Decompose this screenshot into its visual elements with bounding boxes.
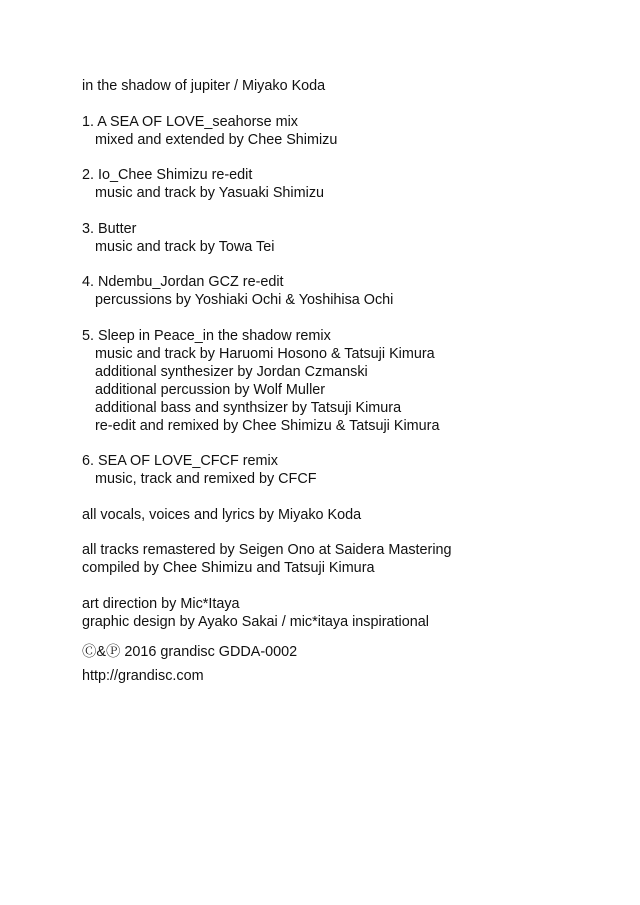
track-credit: music, track and remixed by CFCF [95, 471, 317, 487]
track-1 [82, 113, 622, 149]
track-credit: mixed and extended by Chee Shimizu [95, 131, 338, 148]
track-heading: 1. A SEA OF LOVE_seahorse mix [82, 113, 298, 130]
graphic-design-credit: graphic design by Ayako Sakai / mic*itaya inspirational [82, 613, 429, 630]
track-5 [82, 327, 622, 435]
track-credit: percussions by Yoshiaki Ochi & Yoshihisa Ochi [95, 292, 394, 308]
track-heading: 3. Butter [82, 220, 137, 237]
track-heading: 6. SEA OF LOVE_CFCF remix [82, 453, 278, 469]
track-credit: music and track by Haruomi Hosono & Tatsuji Kimura [95, 345, 435, 362]
track-credit: additional percussion by Wolf Muller [95, 381, 326, 398]
copyright-line: Ⓒ&Ⓟ 2016 grandisc GDDA-0002 [82, 643, 298, 660]
track-credit: additional synthesizer by Jordan Czmanski [95, 363, 368, 380]
liner-notes [82, 77, 622, 685]
track-2 [82, 166, 622, 202]
album-title: in the shadow of jupiter / Miyako Koda [82, 78, 326, 94]
track-4 [82, 273, 622, 309]
track-heading: 4. Ndembu_Jordan GCZ re-edit [82, 274, 284, 290]
track-credit: music and track by Towa Tei [95, 238, 275, 255]
track-credit: re-edit and remixed by Chee Shimizu & Tatsuji Kimura [95, 417, 440, 434]
track-3 [82, 220, 622, 256]
art-direction-credit: art direction by Mic*Itaya [82, 595, 240, 612]
website-url: http://grandisc.com [82, 667, 204, 684]
track-6 [82, 452, 622, 488]
track-heading: 5. Sleep in Peace_in the shadow remix [82, 327, 331, 344]
compiled-credit: compiled by Chee Shimizu and Tatsuji Kimura [82, 560, 375, 576]
vocals-credit: all vocals, voices and lyrics by Miyako Koda [82, 506, 362, 523]
track-credit: additional bass and synthsizer by Tatsuji Kimura [95, 399, 402, 416]
track-credit: music and track by Yasuaki Shimizu [95, 185, 325, 201]
mastering-credit: all tracks remastered by Seigen Ono at Saidera Mastering [82, 542, 452, 558]
track-heading: 2. Io_Chee Shimizu re-edit [82, 167, 253, 183]
